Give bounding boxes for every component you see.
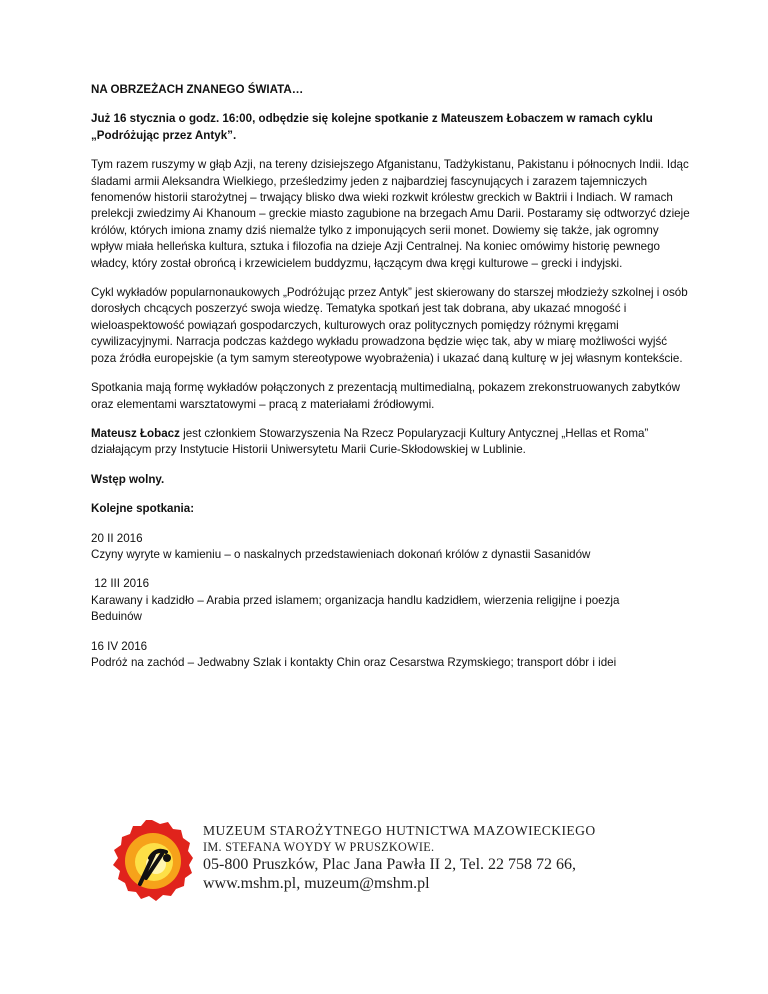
entry-note: Wstęp wolny. bbox=[91, 472, 165, 486]
meeting-date: 12 III 2016 bbox=[91, 577, 150, 591]
meeting-item bbox=[91, 639, 691, 672]
next-meetings-heading: Kolejne spotkania: bbox=[91, 502, 195, 516]
meeting-topic: Karawany i kadzidło – Arabia przed islamem; organizacja handlu kadzidłem, wierzenia religijne i poezja Beduinów bbox=[91, 593, 620, 624]
museum-patron: IM. STEFANA WOYDY W PRUSZKOWIE. bbox=[203, 840, 435, 854]
paragraph-format: Spotkania mają formę wykładów połączonych z prezentacją multimedialną, pokazem zrekonstruowanych zabytków oraz elementami warsztatowymi – pracą z materiałami źródłowymi. bbox=[91, 381, 680, 411]
meeting-item bbox=[91, 576, 691, 625]
museum-web-email: www.mshm.pl, muzeum@mshm.pl bbox=[203, 875, 430, 892]
paragraph-series: Cykl wykładów popularnonaukowych „Podróżując przez Antyk” jest skierowany do starszej młodzieży szkolnej i osób dorosłych chcących poszerzyć swoja wiedzę. Tematyka spotkań jest tak dobrana, aby ukazać mnogość i wieloaspektowość powiązań gospodarczych, kulturowych oraz politycznych pomiędzy różnymi kręgami cywilizacyjnymi. Narracja podczas każdego wykładu prowadzona będzie więc tak, aby w miarę możliwości wyjść poza źródła europejskie (a tym samym stereotypowe wyobrażenia) i ukazać daną kulturę w jej własnym kontekście. bbox=[91, 286, 688, 365]
museum-contact bbox=[203, 822, 596, 893]
museum-address: 05-800 Pruszków, Plac Jana Pawła II 2, Tel. 22 758 72 66, bbox=[203, 856, 577, 873]
museum-name: MUZEUM STAROŻYTNEGO HUTNICTWA MAZOWIECKIEGO bbox=[203, 823, 596, 838]
meeting-item bbox=[91, 531, 691, 564]
document-body bbox=[91, 82, 691, 684]
meeting-topic: Czyny wyryte w kamieniu – o naskalnych przedstawieniach dokonań królów z dynastii Sasanidów bbox=[91, 547, 591, 561]
meeting-date: 16 IV 2016 bbox=[91, 639, 148, 653]
author-name: Mateusz Łobacz bbox=[91, 426, 180, 440]
author-bio: jest członkiem Stowarzyszenia Na Rzecz Popularyzacji Kultury Antycznej „Hellas et Roma” działającym przy Instytucie Historii Uniwersytetu Marii Curie-Skłodowskiej w Lublinie. bbox=[91, 426, 649, 457]
author-paragraph bbox=[91, 426, 691, 459]
museum-footer bbox=[110, 816, 710, 906]
meeting-topic: Podróż na zachód – Jedwabny Szlak i kontakty Chin oraz Cesarstwa Rzymskiego; transport dóbr i idei bbox=[91, 655, 617, 669]
meeting-date: 20 II 2016 bbox=[91, 531, 143, 545]
intro-paragraph: Już 16 stycznia o godz. 16:00, odbędzie się kolejne spotkanie z Mateuszem Łobaczem w ramach cyklu „Podróżując przez Antyk”. bbox=[91, 112, 653, 142]
paragraph-description: Tym razem ruszymy w głąb Azji, na tereny dzisiejszego Afganistanu, Tadżykistanu, Pakistanu i północnych Indii. Idąc śladami armii Aleksandra Wielkiego, prześledzimy jeden z najbardziej fascynujących i zarazem tajemniczych fenomenów historii starożytnej – trwający blisko dwa wieki rozkwit królestw greckich w Baktrii i Indiach. W ramach prelekcji zwiedzimy Ai Khanoum – greckie miasto zagubione na brzegach Amu Darii. Postaramy się odtworzyć dzieje królów, których imiona znamy dziś niemalże tylko z imponujących serii monet. Dowiemy się także, jak ogromny wpływ miała helleńska kultura, sztuka i filozofia na dzieje Azji Centralnej. Na koniec omówimy historię pewnego władcy, który został obrońcą i krzewicielem buddyzmu, łączącym dwa kręgi kulturowe – grecki i indyjski. bbox=[91, 158, 690, 270]
museum-logo-icon bbox=[110, 818, 194, 902]
document-title: NA OBRZEŻACH ZNANEGO ŚWIATA… bbox=[91, 83, 304, 96]
